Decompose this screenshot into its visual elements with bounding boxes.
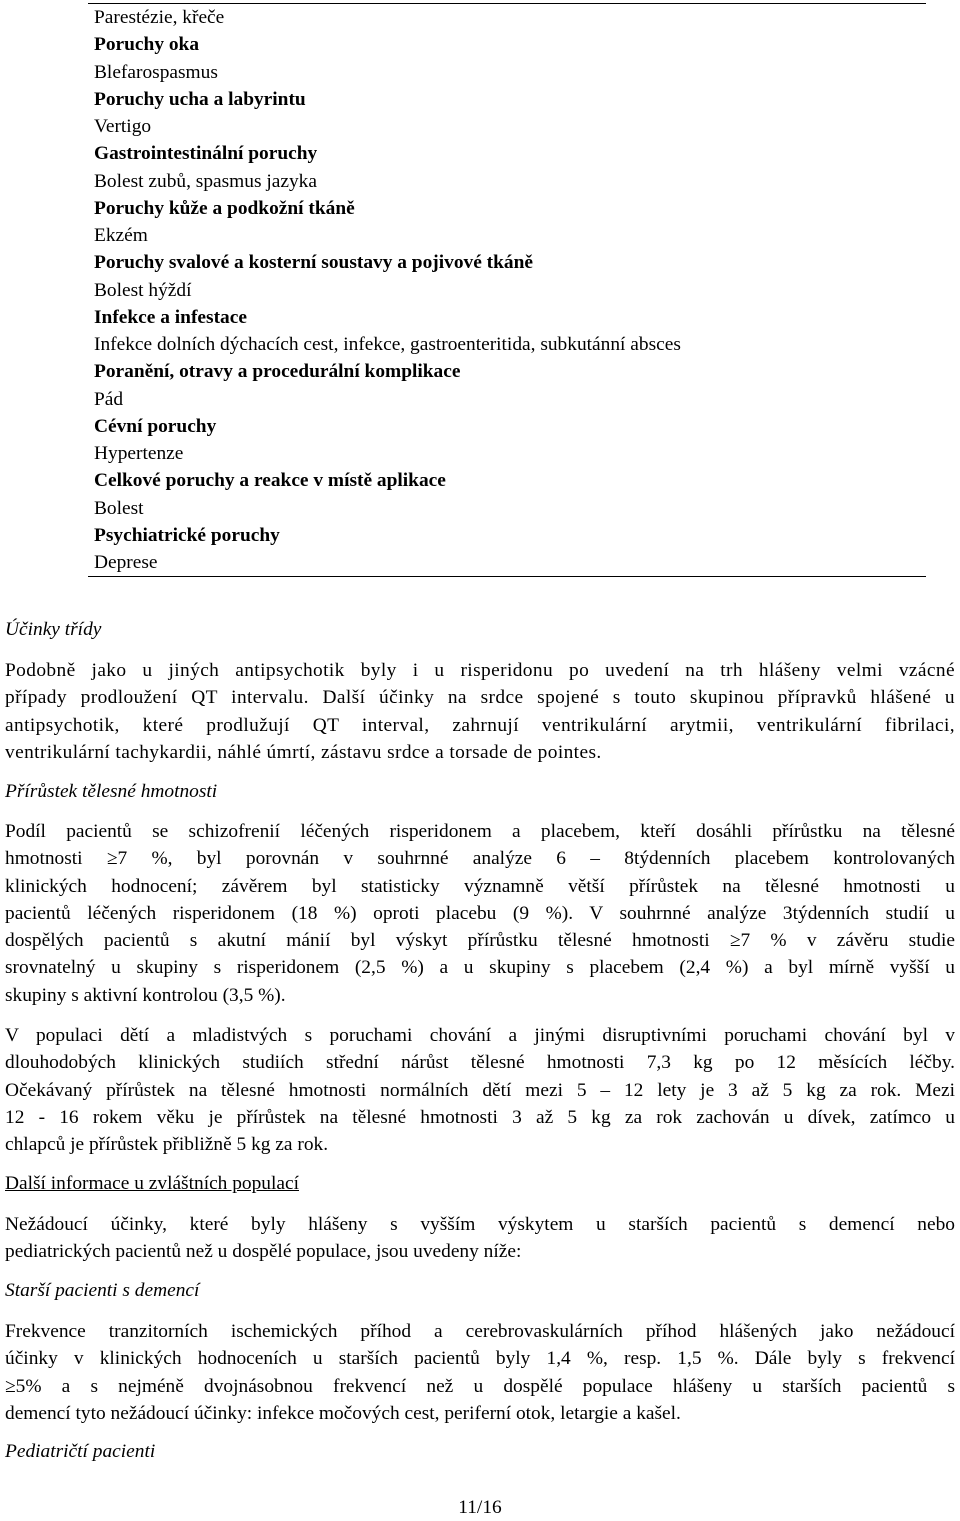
table-term-row: Vertigo — [94, 116, 152, 137]
table-term-row: Blefarospasmus — [94, 61, 218, 83]
table-term-row: Ekzém — [94, 225, 148, 246]
class-effects-heading: Účinky třídy — [5, 619, 102, 640]
weight-gain-paragraph — [5, 818, 955, 1009]
paragraph-line: antipsychotik, které prodlužují QT interval, zahrnují ventrikulární arytmii, ventrikulární fibrilaci, — [5, 714, 955, 736]
table-category-row: Poruchy oka — [94, 34, 200, 56]
paragraph-line: klinických hodnocení; závěrem byl statisticky významně větší přírůstek na tělesné hmotnosti u — [5, 875, 955, 897]
special-populations-paragraph — [5, 1211, 955, 1266]
adverse-reactions-table — [88, 3, 926, 577]
paragraph-line: skupiny s aktivní kontrolou (3,5 %). — [5, 984, 286, 1006]
paragraph-line: ventrikulární tachykardii, náhlé úmrtí, zástavu srdce a torsade de pointes. — [5, 741, 602, 763]
table-category-row: Infekce a infestace — [94, 306, 247, 328]
table-term-row: Pád — [94, 388, 124, 410]
paragraph-line: dospělých pacientů s akutní mánií byl výskyt přírůstku tělesné hmotnosti ≥7 % v závěru studie — [5, 930, 955, 952]
table-category-row: Poruchy svalové a kosterní soustavy a pojivové tkáně — [94, 252, 533, 274]
paragraph-line: Podíl pacientů se schizofrenií léčených risperidonem a placebem, kteří dosáhli přírůstku na tělesné — [5, 821, 955, 842]
paragraph-line: V populaci dětí a mladistvých s poruchami chování a jinými disruptivními poruchami chování byl v — [5, 1025, 955, 1046]
paragraph-line: Očekávaný přírůstek na tělesné hmotnosti normálních dětí mezi 5 – 12 lety je 3 až 5 kg za rok. Mezi — [5, 1079, 955, 1101]
table-category-row: Poruchy ucha a labyrintu — [94, 88, 306, 110]
paragraph-line: dlouhodobých klinických studiích střední nárůst tělesné hmotnosti 7,3 kg po 12 měsících léčby. — [5, 1052, 955, 1074]
paragraph-line: pacientů léčených risperidonem (18 %) oproti placebu (9 %). V souhrnné analýze 3týdenních studií u — [5, 902, 955, 924]
table-category-row: Gastrointestinální poruchy — [94, 143, 318, 165]
paragraph-line: pediatrických pacientů než u dospělé populace, jsou uvedeny níže: — [5, 1241, 522, 1263]
table-term-row: Deprese — [94, 552, 158, 573]
paragraph-line: demencí tyto nežádoucí účinky: infekce močových cest, periferní otok, letargie a kašel. — [5, 1402, 681, 1424]
paragraph-line: případy prodloužení QT intervalu. Další účinky na srdce spojené s touto skupinou přípravků hlášené u — [5, 687, 955, 709]
elderly-paragraph — [5, 1318, 955, 1427]
paragraph-line: Podobně jako u jiných antipsychotik byly i u risperidonu po uvedení na trh hlášeny velmi vzácné — [5, 660, 955, 681]
paragraph-line: srovnatelný u skupiny s risperidonem (2,5 %) a u skupiny s placebem (2,4 %) a byl mírně vyšší u — [5, 957, 955, 979]
paragraph-line: 12 - 16 rokem věku je přírůstek na tělesné hmotnosti 3 až 5 kg za rok zachován u dívek, zatímco u — [5, 1106, 955, 1128]
paragraph-line: Nežádoucí účinky, které byly hlášeny s vyšším výskytem u starších pacientů s demencí nebo — [5, 1214, 955, 1235]
pediatric-heading: Pediatričtí pacienti — [5, 1441, 156, 1462]
children-paragraph — [5, 1022, 955, 1158]
paragraph-line: účinky v klinických hodnoceních u starších pacientů byly 1,4 %, resp. 1,5 %. Dále byly s frekvencí — [5, 1348, 955, 1370]
table-category-row: Celkové poruchy a reakce v místě aplikace — [94, 470, 446, 492]
table-category-row: Poruchy kůže a podkožní tkáně — [94, 197, 355, 219]
paragraph-line: chlapců je přírůstek přibližně 5 kg za rok. — [5, 1134, 329, 1156]
paragraph-line: Frekvence tranzitorních ischemických příhod a cerebrovaskulárních příhod hlášených jako nežádoucí — [5, 1321, 955, 1342]
table-term-row: Bolest hýždí — [94, 279, 192, 301]
elderly-heading: Starší pacienti s demencí — [5, 1280, 200, 1301]
paragraph-line: hmotnosti ≥7 %, byl porovnán v souhrnné analýze 6 – 8týdenních placebem kontrolovaných — [5, 848, 955, 870]
weight-gain-heading: Přírůstek tělesné hmotnosti — [5, 781, 218, 802]
special-populations-heading: Další informace u zvláštních populací — [5, 1173, 299, 1194]
page-number: 11/16 — [458, 1497, 502, 1518]
table-category-row: Poranění, otravy a procedurální komplikace — [94, 361, 461, 383]
table-category-row: Cévní poruchy — [94, 415, 217, 437]
class-effects-paragraph — [5, 657, 955, 766]
table-term-row: Infekce dolních dýchacích cest, infekce, gastroenteritida, subkutánní absces — [94, 334, 681, 355]
paragraph-line: ≥5% a s nejméně dvojnásobnou frekvencí než u dospělé populace hlášeny u starších pacientů s — [5, 1375, 955, 1397]
table-term-row: Bolest — [94, 497, 144, 519]
table-term-row: Parestézie, křeče — [94, 7, 225, 28]
table-category-row: Psychiatrické poruchy — [94, 524, 280, 546]
table-term-row: Hypertenze — [94, 443, 184, 464]
table-term-row: Bolest zubů, spasmus jazyka — [94, 170, 317, 192]
